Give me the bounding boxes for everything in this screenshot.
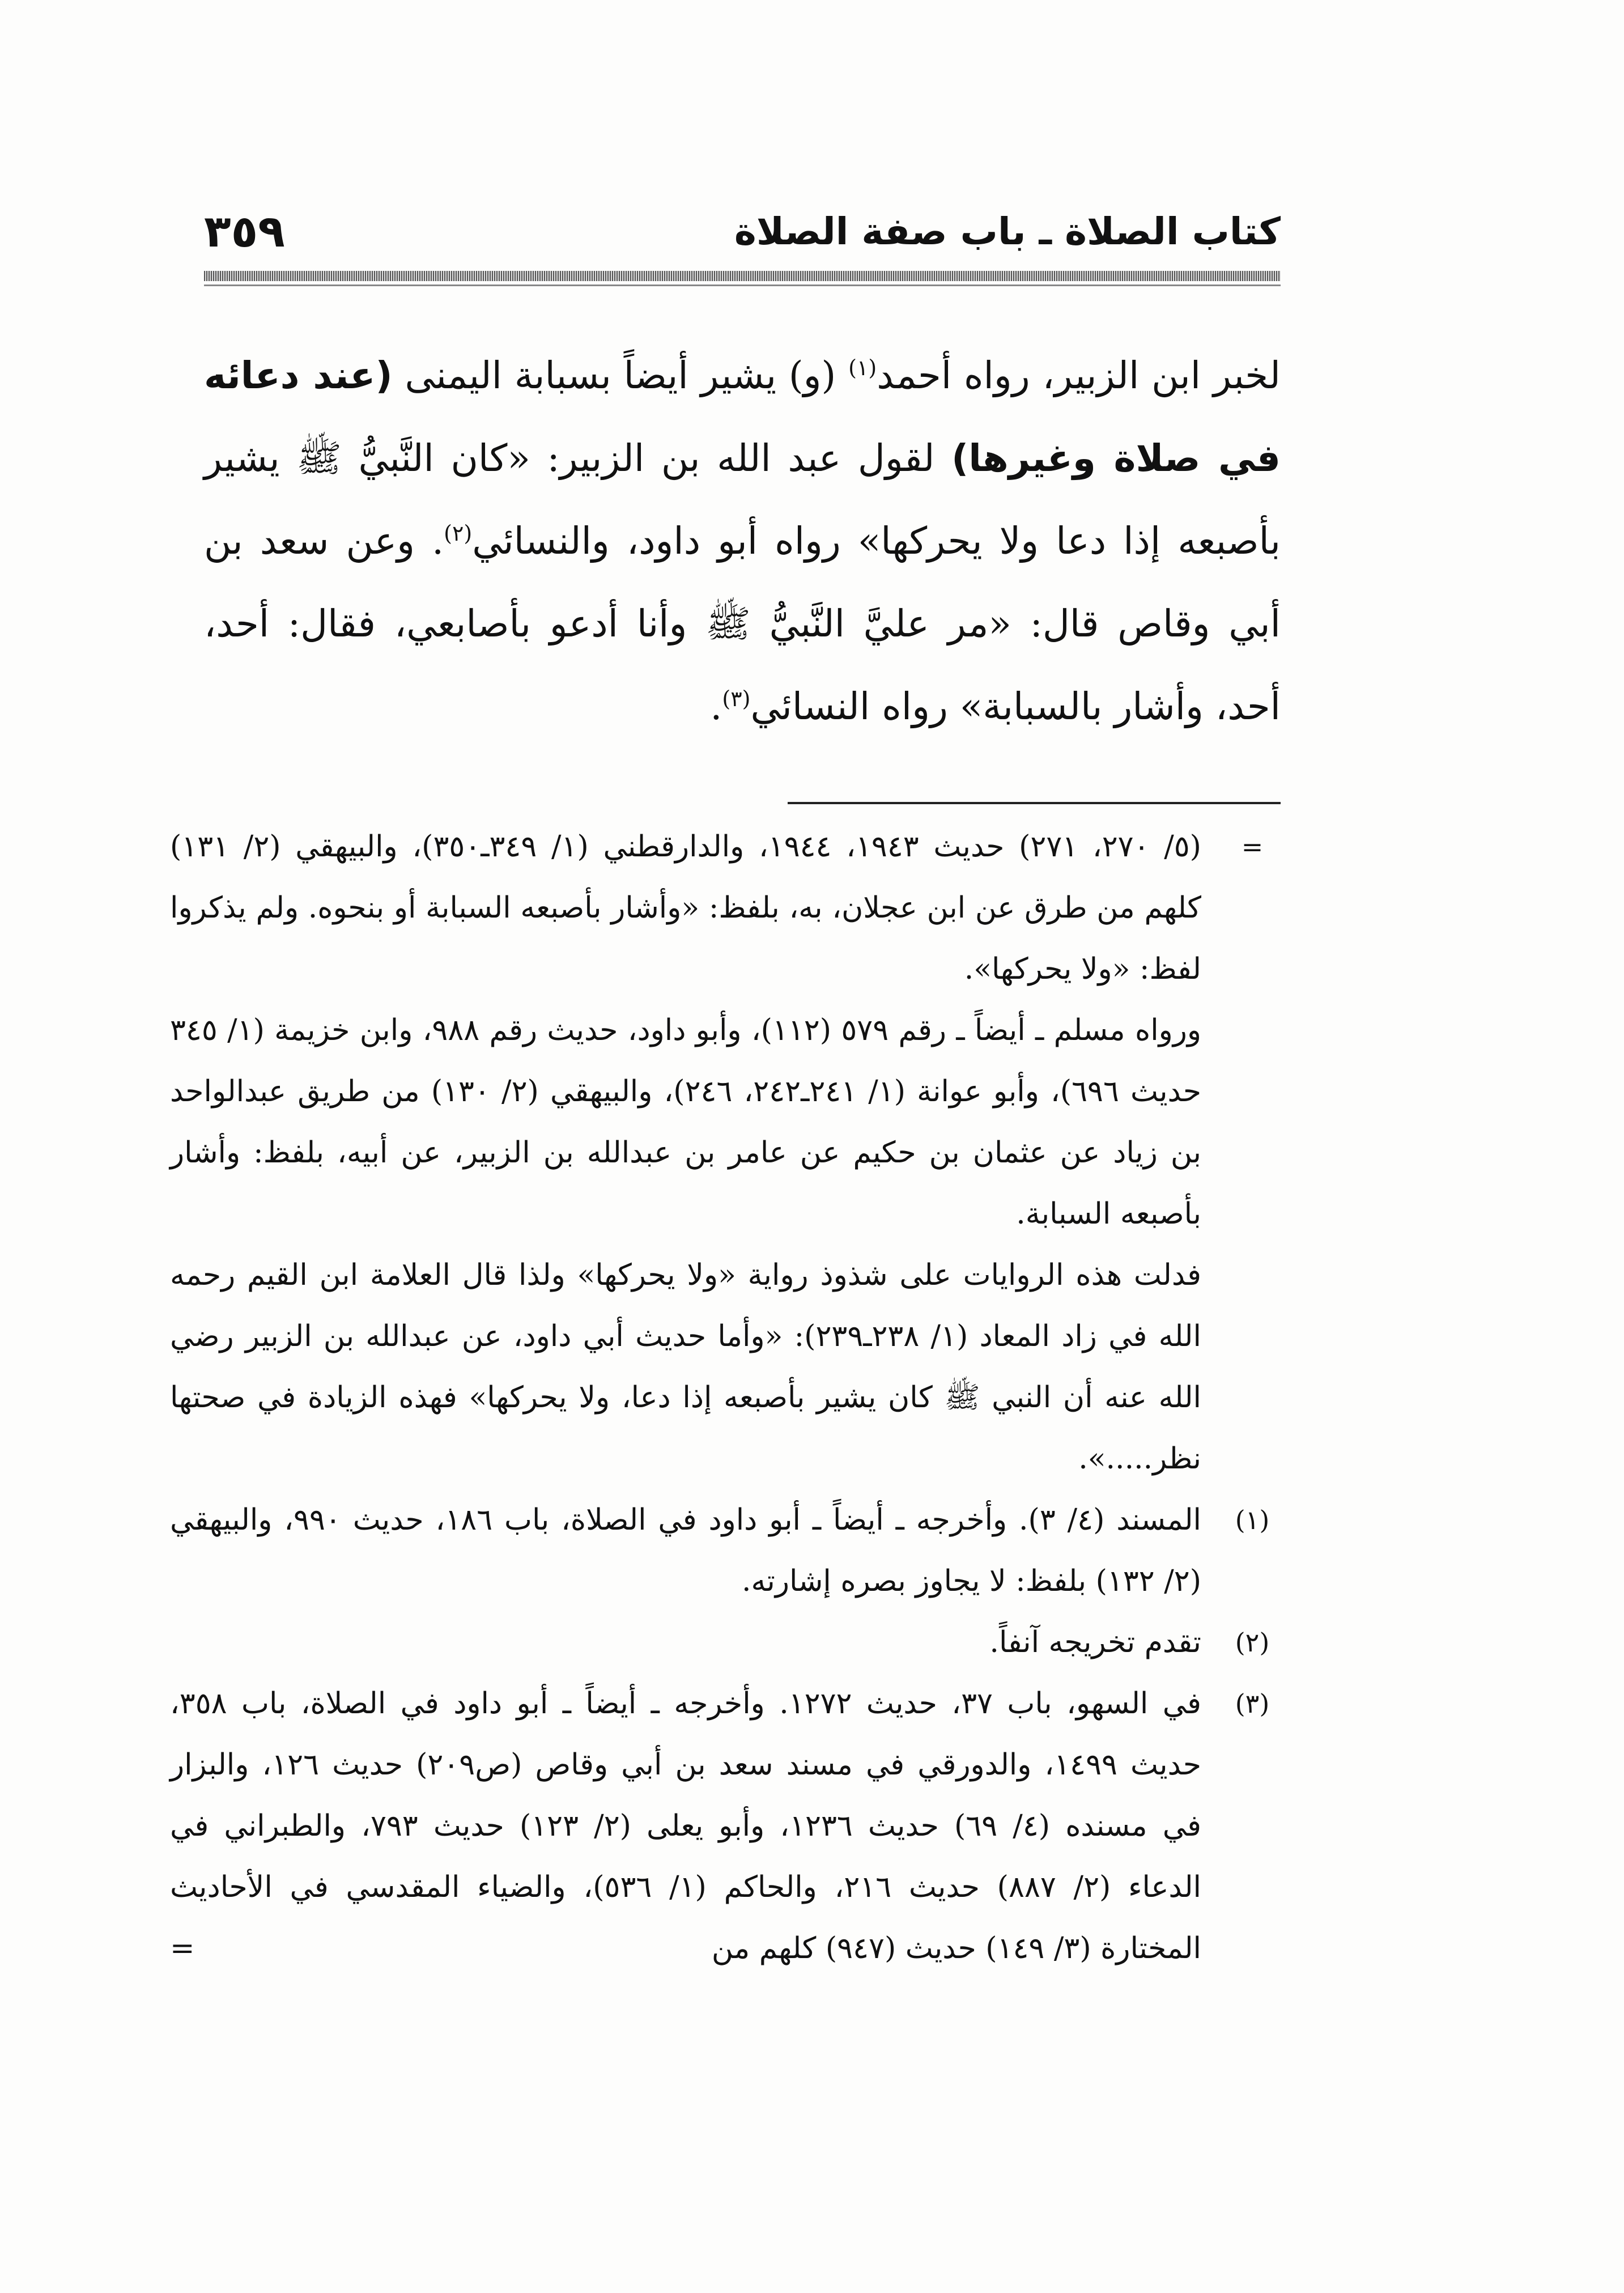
main-paragraph <box>204 334 1281 748</box>
main-text-segment: لقول عبد الله بن الزبير: «كان النَّبيُّ ﷺ يشير بأصبعه إذا دعا ولا يحركها» رواه أبو داود، والنسائي <box>204 436 1281 563</box>
footnotes-block <box>170 816 1281 1979</box>
footnote-item <box>170 1489 1281 1612</box>
footnote-marker: (٢) <box>1235 1627 1270 1658</box>
footnote-marker: (٣) <box>1235 1688 1270 1719</box>
footnote-text: في السهو، باب ٣٧، حديث ١٢٧٢. وأخرجه ـ أيضاً ـ أبو داود في الصلاة، باب ٣٥٨، حديث ١٤٩٩، والدورقي في مسند سعد بن أبي وقاص (ص٢٠٩) حديث ١٢٦، والبزار في مسنده (٤/ ٦٩) حديث ١٢٣٦، وأبو يعلى (٢/ ١٢٣) حديث ٧٩٣، والطبراني في الدعاء (٢/ ٨٨٧) حديث ٢١٦، والحاكم (١/ ٥٣٦)، والضياء المقدسي في الأحاديث المختارة (٣/ ١٤٩) حديث (٩٤٧) كلهم من <box>170 1687 1201 1965</box>
footnote-item <box>170 1612 1281 1673</box>
continuation-marker: = <box>1241 831 1264 862</box>
continuation-end-marker: = <box>170 1931 195 1965</box>
footnote-ref-1: (١) <box>848 355 877 380</box>
bold-text-segment: (عند دعائه في صلاة وغيرها) <box>204 354 1281 480</box>
footnote-ref-2: (٢) <box>444 521 473 546</box>
footnote-text: تقدم تخريجه آنفاً. <box>989 1625 1201 1659</box>
footnote-separator <box>788 802 1281 804</box>
footnote-paragraph: فدلت هذه الروايات على شذوذ رواية «ولا يحركها» ولذا قال العلامة ابن القيم رحمه الله في زاد المعاد (١/ ٢٣٨ـ٢٣٩): «وأما حديث أبي داود، عن عبدالله بن الزبير رضي الله عنه أن النبي ﷺ كان يشير بأصبعه إذا دعا، ولا يحركها» فهذه الزيادة في صحتها نظر.....». <box>170 1258 1201 1476</box>
running-header <box>204 204 1281 272</box>
chapter-title: كتاب الصلاة ـ باب صفة الصلاة <box>734 210 1281 253</box>
footnote-continuation <box>170 816 1281 1000</box>
footnote-text: (٥/ ٢٧٠، ٢٧١) حديث ١٩٤٣، ١٩٤٤، والدارقطني (١/ ٣٤٩ـ٣٥٠)، والبيهقي (٢/ ١٣١) كلهم من طرق عن ابن عجلان، به، بلفظ: «وأشار بأصبعه السبابة أو بنحوه. ولم يذكروا لفظ: «ولا يحركها». <box>170 830 1201 986</box>
footnote-marker: (١) <box>1235 1505 1270 1535</box>
main-text-segment: . <box>710 685 722 728</box>
footnote-text: المسند (٤/ ٣). وأخرجه ـ أيضاً ـ أبو داود في الصلاة، باب ١٨٦، حديث ٩٩٠، والبيهقي (٢/ ١٣٢) بلفظ: لا يجاوز بصره إشارته. <box>170 1503 1201 1598</box>
footnote-item <box>170 1673 1281 1979</box>
footnote-ref-3: (٣) <box>722 686 751 711</box>
main-text-segment: (و) يشير أيضاً بسبابة اليمنى <box>392 354 849 397</box>
header-divider-thin <box>204 284 1281 286</box>
header-divider <box>204 271 1281 281</box>
page-number: ٣٥٩ <box>204 206 285 257</box>
main-text-segment: . وعن سعد بن أبي وقاص قال: «مر عليَّ النَّبيُّ ﷺ وأنا أدعو بأصابعي، فقال: أحد، أحد، وأشار بالسبابة» رواه النسائي <box>204 519 1281 728</box>
footnote-paragraph: ورواه مسلم ـ أيضاً ـ رقم ٥٧٩ (١١٢)، وأبو داود، حديث رقم ٩٨٨، وابن خزيمة (١/ ٣٤٥ حديث ٦٩٦)، وأبو عوانة (١/ ٢٤١ـ٢٤٢، ٢٤٦)، والبيهقي (٢/ ١٣٠) من طريق عبدالواحد بن زياد عن عثمان بن حكيم عن عامر بن عبدالله بن الزبير، عن أبيه، بلفظ: وأشار بأصبعه السبابة. <box>170 1013 1202 1231</box>
main-text-segment: لخبر ابن الزبير، رواه أحمد <box>877 354 1281 397</box>
main-text-block <box>204 334 1281 748</box>
